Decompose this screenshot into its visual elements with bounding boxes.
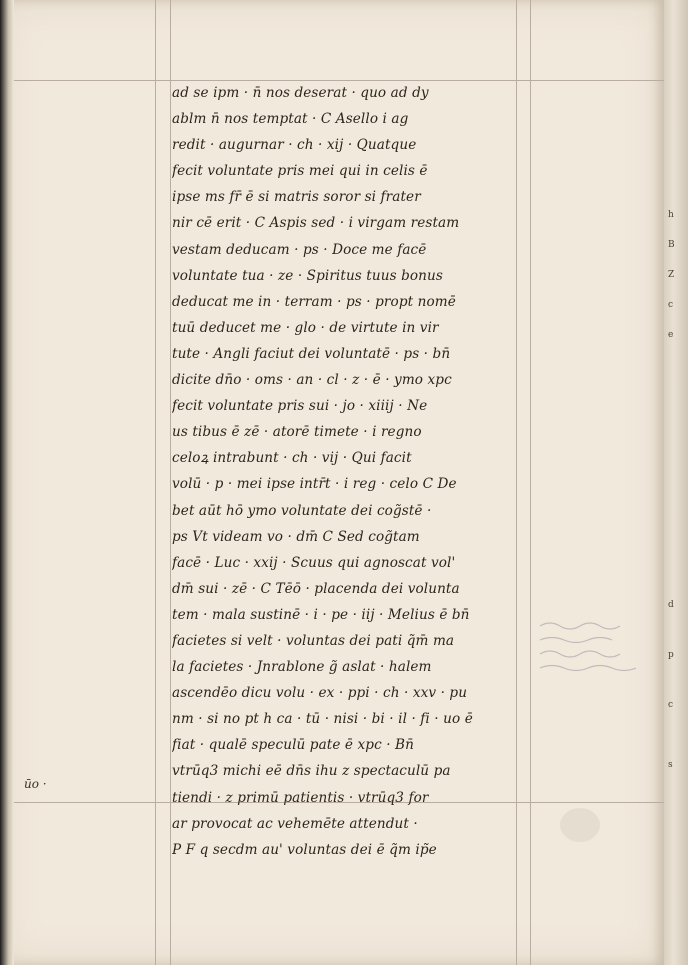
- text-line: celoꝝ intrabunt · ch · vij · Qui facit: [172, 450, 412, 467]
- adjacent-page-edge: h B Z c e d p c s: [664, 0, 688, 965]
- text-line: fecit voluntate pris mei qui in celis ē: [172, 163, 428, 180]
- main-text-column: [172, 80, 517, 863]
- text-line: dicite dn̄o · oms · an · cl · z · ē · ymo xpc: [172, 372, 452, 389]
- text-line: tem · mala sustinē · i · pe · iij · Melius ē bn̄: [172, 606, 470, 623]
- text-line: volū · p · mei ipse intr̄t · i reg · celo C De: [172, 476, 457, 493]
- text-line: deducat me in · terram · ps · propt nomē: [172, 293, 456, 310]
- stain-mark: [560, 808, 600, 842]
- text-line: P F q secdm au' voluntas dei ē q̃m ip̃e: [172, 841, 437, 858]
- text-line: facietes si velt · voluntas dei pati q̃m̄ ma: [172, 632, 455, 649]
- text-line: dm̄ sui · zē · C Tēō · placenda dei volunta: [172, 580, 460, 597]
- text-line: vestam deducam · ps · Doce me facē: [172, 241, 427, 258]
- text-line: ad se ipm · n̄ nos deserat · quo ad dy: [172, 85, 429, 101]
- text-line: tuū deducet me · glo · de virtute in vir: [172, 319, 439, 336]
- text-line: nir cē erit · C Aspis sed · i virgam restam: [172, 215, 460, 232]
- text-line: nm · si no pt h ca · tū · nisi · bi · il · fi · uo ē: [172, 711, 473, 728]
- ruling-line: [155, 0, 156, 965]
- text-line: vtrūq3 michi eē dn̄s ihu z spectaculū pa: [172, 763, 451, 780]
- text-line: tiendi · z primū patientis · vtrūq3 for: [172, 789, 429, 806]
- text-line: bet aūt hō ymo voluntate dei cog̃stē ·: [172, 502, 432, 519]
- ruling-line: [170, 0, 171, 965]
- text-line: us tibus ē zē · atorē timete · i regno: [172, 424, 422, 441]
- page-gutter-shadow: [0, 0, 14, 965]
- text-line: voluntate tua · ze · Spiritus tuus bonus: [172, 267, 443, 284]
- text-line: ipse ms fr̄ ē si matris soror si frater: [172, 189, 421, 206]
- text-line: ar provocat ac vehemēte attendut ·: [172, 815, 418, 832]
- text-line: ablm n̄ nos temptat · C Asello i ag: [172, 111, 409, 128]
- text-line: redit · augurnar · ch · xij · Quatque: [172, 137, 417, 154]
- text-line: facē · Luc · xxij · Scuus qui agnoscat vol': [172, 554, 456, 571]
- text-line: fecit voluntate pris sui · jo · xiiij · Ne: [172, 398, 428, 415]
- text-line: la facietes · Jnrablone g̃ aslat · halem: [172, 659, 432, 676]
- margin-annotation: ūo ·: [24, 777, 47, 791]
- ink-offset-ghost: [535, 618, 660, 692]
- text-line: fiat · qualē speculū pate ē xpc · Bn̄: [172, 737, 414, 754]
- offset-ghost-strokes: [535, 618, 655, 688]
- ruling-line: [530, 0, 531, 965]
- text-line: tute · Angli faciut dei voluntatē · ps · bn̄: [172, 345, 451, 362]
- text-line: ps Vt videam vo · dm̄ C Sed cog̃tam: [172, 528, 420, 545]
- text-line: ascendēo dicu volu · ex · ppi · ch · xxv · pu: [172, 685, 468, 702]
